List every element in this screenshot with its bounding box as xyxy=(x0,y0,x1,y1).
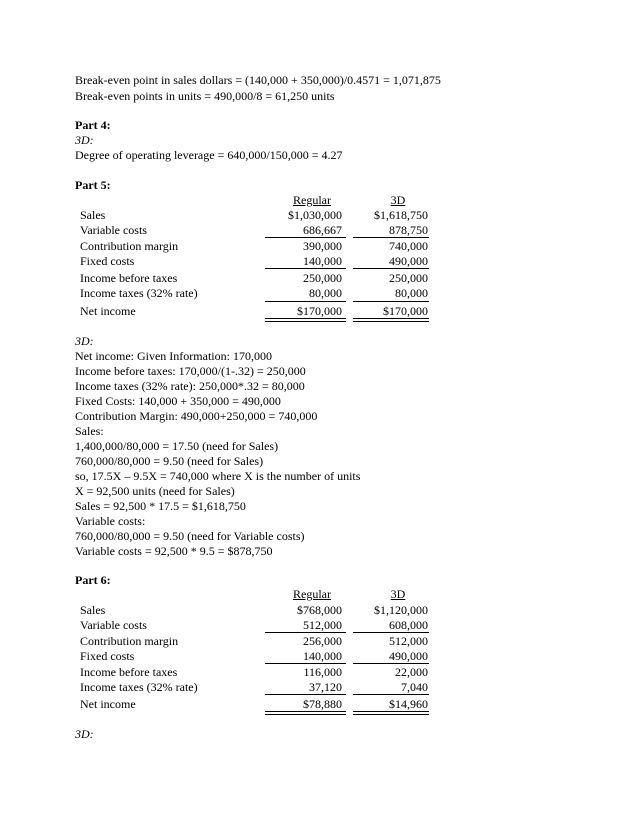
operating-leverage-line: Degree of operating leverage = 640,000/150,000 = 4.27 xyxy=(75,148,343,162)
part6-row-3d: 22,000 xyxy=(395,665,428,679)
part6-row-regular: 37,120 xyxy=(309,680,342,694)
part6-net-income-3d: $14,960 xyxy=(389,697,428,711)
part5-row-3d: 80,000 xyxy=(395,286,428,300)
part5-row-label: Income taxes (32% rate) xyxy=(80,286,198,300)
part5-row-label: Fixed costs xyxy=(80,254,135,268)
calc-line: Sales = 92,500 * 17.5 = $1,618,750 xyxy=(75,499,246,513)
part6-row-3d: 7,040 xyxy=(401,680,428,694)
part6-row-label: Sales xyxy=(80,603,106,617)
part5-row-3d: $1,618,750 xyxy=(374,208,428,222)
part6-rule-regular xyxy=(265,663,346,664)
calc-line: Sales: xyxy=(75,424,104,438)
part5-col-3d: 3D xyxy=(390,193,406,207)
part5-row-regular: 686,667 xyxy=(303,223,342,237)
part5-double-rule-3d xyxy=(353,318,429,322)
part6-row-3d: $1,120,000 xyxy=(374,603,428,617)
calc-line: X = 92,500 units (need for Sales) xyxy=(75,484,235,498)
part6-rule-regular xyxy=(265,632,346,633)
part5-rule-regular xyxy=(265,301,346,302)
part6-row-regular: 256,000 xyxy=(303,634,342,648)
part6-col-regular: Regular xyxy=(293,587,331,601)
part6-row-label: Contribution margin xyxy=(80,634,179,648)
calc-line: Income before taxes: 170,000/(1-.32) = 250,000 xyxy=(75,364,306,378)
part5-row-label: Variable costs xyxy=(80,223,147,237)
part6-row-3d: 490,000 xyxy=(389,649,428,663)
calc-line: Fixed Costs: 140,000 + 350,000 = 490,000 xyxy=(75,394,281,408)
part6-rule-3d xyxy=(353,694,429,695)
part5-col-regular: Regular xyxy=(293,193,331,207)
calc3d-subheading: 3D: xyxy=(75,334,94,348)
part5-row-3d: 490,000 xyxy=(389,254,428,268)
part5-row-label: Sales xyxy=(80,208,106,222)
part5-net-income-regular: $170,000 xyxy=(297,304,342,318)
part6-double-rule-regular xyxy=(265,711,346,715)
part4-subheading: 3D: xyxy=(75,133,94,147)
part6-rule-3d xyxy=(353,663,429,664)
calc-line: 760,000/80,000 = 9.50 (need for Variable costs) xyxy=(75,529,305,543)
part5-rule-regular xyxy=(265,268,346,269)
calc-line: so, 17.5X – 9.5X = 740,000 where X is the number of units xyxy=(75,469,361,483)
part6-col-3d: 3D xyxy=(390,587,406,601)
calc-line: Net income: Given Information: 170,000 xyxy=(75,349,272,363)
tail-subheading: 3D: xyxy=(75,727,94,741)
part6-row-regular: 140,000 xyxy=(303,649,342,663)
part5-row-3d: 740,000 xyxy=(389,239,428,253)
calc-line: Contribution Margin: 490,000+250,000 = 740,000 xyxy=(75,409,318,423)
part4-heading: Part 4: xyxy=(75,118,111,132)
breakeven-units-line: Break-even points in units = 490,000/8 = 61,250 units xyxy=(75,89,335,103)
part5-net-income-label: Net income xyxy=(80,304,136,318)
calc-line: Income taxes (32% rate): 250,000*.32 = 80,000 xyxy=(75,379,305,393)
part5-row-3d: 878,750 xyxy=(389,223,428,237)
part5-row-3d: 250,000 xyxy=(389,271,428,285)
part5-row-label: Income before taxes xyxy=(80,271,178,285)
calc-line: Variable costs = 92,500 * 9.5 = $878,750 xyxy=(75,544,273,558)
calc-line: 1,400,000/80,000 = 17.50 (need for Sales) xyxy=(75,439,279,453)
part6-row-3d: 608,000 xyxy=(389,618,428,632)
part6-rule-regular xyxy=(265,694,346,695)
part6-net-income-regular: $78,880 xyxy=(303,697,342,711)
calc-line: 760,000/80,000 = 9.50 (need for Sales) xyxy=(75,454,264,468)
part6-row-label: Income taxes (32% rate) xyxy=(80,680,198,694)
part5-row-label: Contribution margin xyxy=(80,239,179,253)
part5-rule-3d xyxy=(353,301,429,302)
part5-double-rule-regular xyxy=(265,318,346,322)
part6-row-label: Income before taxes xyxy=(80,665,178,679)
part6-row-label: Fixed costs xyxy=(80,649,135,663)
part5-rule-3d xyxy=(353,268,429,269)
part5-row-regular: $1,030,000 xyxy=(288,208,342,222)
part5-heading: Part 5: xyxy=(75,178,111,192)
part6-net-income-label: Net income xyxy=(80,697,136,711)
part6-double-rule-3d xyxy=(353,711,429,715)
calc-line: Variable costs: xyxy=(75,514,146,528)
part6-rule-3d xyxy=(353,632,429,633)
part6-heading: Part 6: xyxy=(75,573,111,587)
part5-rule-3d xyxy=(353,237,429,238)
part5-row-regular: 140,000 xyxy=(303,254,342,268)
part6-row-label: Variable costs xyxy=(80,618,147,632)
breakeven-sales-line: Break-even point in sales dollars = (140,000 + 350,000)/0.4571 = 1,071,875 xyxy=(75,73,441,87)
part6-row-regular: $768,000 xyxy=(297,603,342,617)
part5-rule-regular xyxy=(265,237,346,238)
part5-net-income-3d: $170,000 xyxy=(383,304,428,318)
part6-row-regular: 116,000 xyxy=(303,665,342,679)
part5-row-regular: 250,000 xyxy=(303,271,342,285)
part6-row-3d: 512,000 xyxy=(389,634,428,648)
part5-row-regular: 390,000 xyxy=(303,239,342,253)
part6-row-regular: 512,000 xyxy=(303,618,342,632)
part5-row-regular: 80,000 xyxy=(309,286,342,300)
